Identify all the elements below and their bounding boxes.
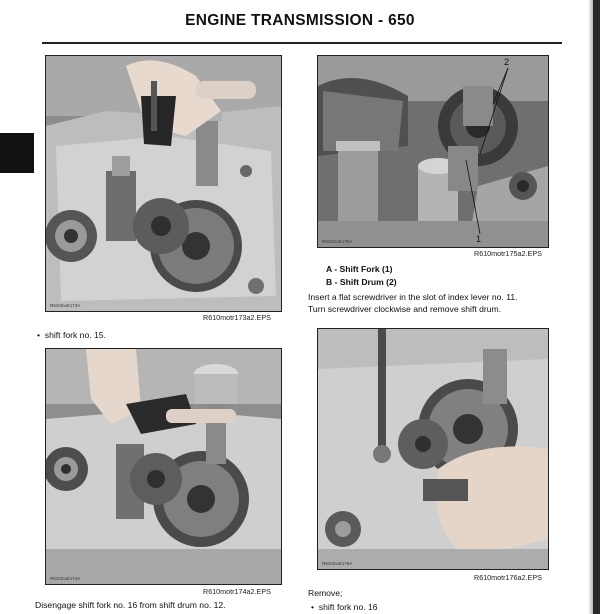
page-edge [593, 0, 600, 614]
bullet-shift-fork-15: • shift fork no. 15. [37, 330, 106, 340]
transmission-photo-4 [318, 329, 548, 569]
figure-caption: R610motr173a2.EPS [203, 313, 271, 322]
figure-caption: R610motr175a2.EPS [474, 249, 542, 258]
instruction-disengage: Disengage shift fork no. 16 from shift drum no. 12. [35, 600, 226, 610]
figure-caption: R610motr174a2.EPS [203, 587, 271, 596]
transmission-photo-2 [318, 56, 548, 247]
bullet-glyph: • [311, 602, 315, 612]
legend [326, 263, 397, 289]
remove-label: Remove; [308, 588, 343, 598]
figure-shift-fork-15 [45, 55, 282, 312]
photo-id: R610motr175A [322, 239, 353, 244]
header-rule [42, 42, 562, 44]
figure-caption: R610motr176a2.EPS [474, 573, 542, 582]
page-title: ENGINE TRANSMISSION - 650 [185, 12, 415, 29]
instruction-screwdriver: Insert a flat screwdriver in the slot of index lever no. 11. Turn screwdriver clockwise and remove shift drum. [308, 292, 518, 314]
figure-shift-fork-16-disengage [45, 348, 282, 585]
bullet-glyph: • [37, 330, 41, 340]
figure-remove-shift-fork-16 [317, 328, 549, 570]
callout-2: 2 [504, 57, 510, 67]
photo-id: R610motr176A [322, 561, 353, 566]
figure-shift-fork-drum [317, 55, 549, 248]
legend-item-shift-fork: A - Shift Fork (1) [326, 264, 393, 274]
callout-1: 1 [476, 234, 482, 244]
transmission-photo-1 [46, 56, 281, 311]
legend-item-shift-drum: B - Shift Drum (2) [326, 277, 397, 287]
transmission-photo-3 [46, 349, 281, 584]
bullet-shift-fork-16: • shift fork no. 16 [311, 602, 378, 612]
section-tab-marker [0, 133, 34, 173]
photo-id: R610motr174A [50, 576, 81, 581]
photo-id: R610motr173A [50, 303, 81, 308]
